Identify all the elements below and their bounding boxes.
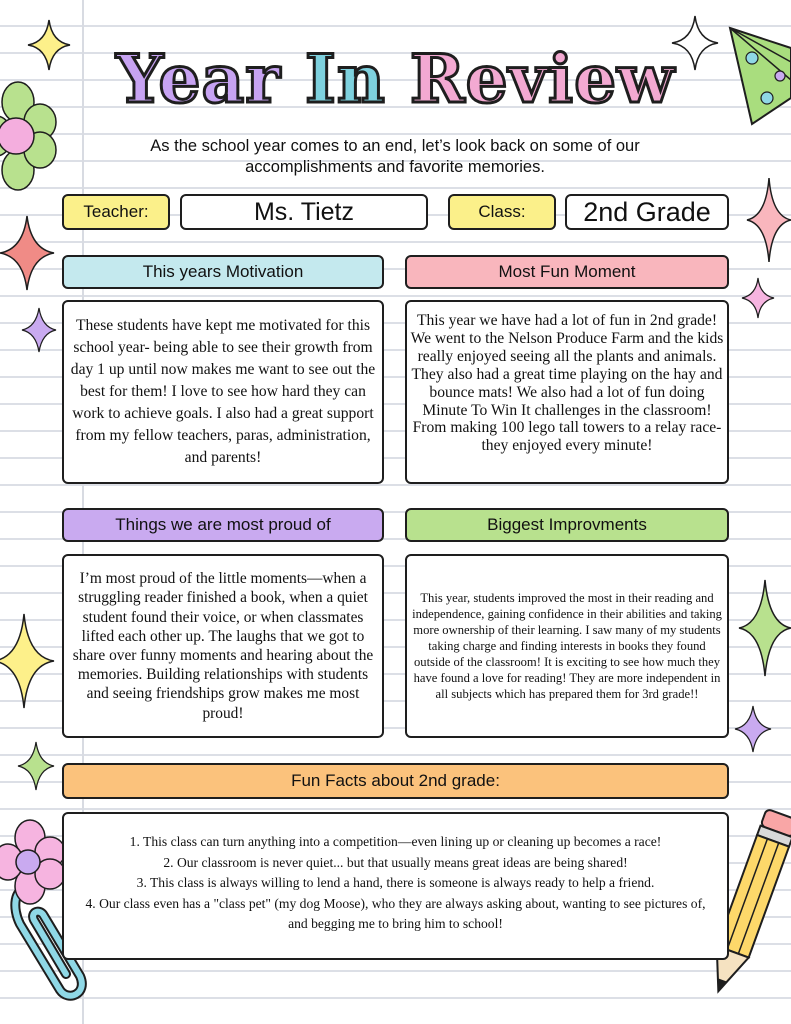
title-word-in: In — [304, 40, 386, 118]
improvements-card — [405, 554, 729, 738]
fun-fact-item: 1. This class can turn anything into a competition—even lining up or cleaning up becomes a race! — [129, 834, 662, 849]
class-label: Class: — [448, 194, 556, 230]
pink-flower-icon — [0, 820, 66, 904]
teacher-name: Ms. Tietz — [180, 194, 428, 230]
page-title — [0, 40, 791, 118]
pink-sparkle-icon — [737, 178, 791, 262]
fun-fact-item: 3. This class is always willing to lend a hand, there is someone is always ready to help a friend. — [136, 875, 655, 890]
purple-small-sparkle-icon — [735, 706, 771, 752]
yellow-large-sparkle-icon — [0, 614, 58, 708]
teacher-label: Teacher: — [62, 194, 170, 230]
fun-facts-heading: Fun Facts about 2nd grade: — [62, 763, 729, 799]
motivation-heading: This years Motivation — [62, 255, 384, 289]
green-small-sparkle-icon — [18, 742, 54, 790]
intro-text: As the school year comes to an end, let’s look back on some of our accomplishments and favorite memories. — [150, 137, 640, 176]
purple-sparkle-icon — [22, 308, 56, 352]
proud-card — [62, 554, 384, 738]
fun-facts-card — [62, 812, 729, 960]
motivation-text: These students have kept me motivated for this school year- being able to see their growth from day 1 up until now makes me want to see out the best for them! I love to see how hard they can work to achieve goals. I also had a great support from my fellow teachers, paras, administration, and parents! — [70, 317, 376, 466]
fun-moment-text: This year we have had a lot of fun in 2nd grade! We went to the Nelson Produce Farm and the kids really enjoyed seeing all the plants and animals. They also had a great time playing on the hay and bounce mats! We also had a lot of fun doing Minute To Win It challenges in the classroom! From making 100 lego tall towers to a relay race- they enjoyed every minute! — [410, 312, 724, 455]
green-sparkle-icon — [735, 580, 791, 676]
motivation-card — [62, 300, 384, 484]
improvements-text: This year, students improved the most in their reading and independence, gaining confidence in their abilities and taking more ownership of their learning. I saw many of my students taking charge and finding interests in books they found outside of the classroom! It is exciting to see how much they have found a love for reading! They are more independent in all subjects which has prepared them for 3rd grade!! — [412, 590, 722, 702]
title-word-review: Review — [409, 40, 675, 118]
red-sparkle-icon — [0, 216, 54, 290]
fun-moment-card — [405, 300, 729, 484]
title-word-year: Year — [116, 40, 281, 118]
small-pink-sparkle-icon — [742, 278, 774, 318]
proud-heading: Things we are most proud of — [62, 508, 384, 542]
fun-moment-heading: Most Fun Moment — [405, 255, 729, 289]
proud-text: I’m most proud of the little moments—when a struggling reader finished a book, when a quiet student found their voice, or when classmates lifted each other up. The laughs that we got to share over funny moments and hearing about the memories. Building relationships with students and seeing friendships grow makes me most proud! — [72, 570, 374, 722]
fun-fact-item: 4. Our class even has a "class pet" (my dog Moose), who they are always asking about, wanting to see pictures of, and begging me to bring him to school! — [85, 895, 706, 931]
improvements-heading: Biggest Improvments — [405, 508, 729, 542]
fun-fact-item: 2. Our classroom is never quiet... but that usually means great ideas are being shared! — [163, 854, 628, 870]
class-grade: 2nd Grade — [565, 194, 729, 230]
